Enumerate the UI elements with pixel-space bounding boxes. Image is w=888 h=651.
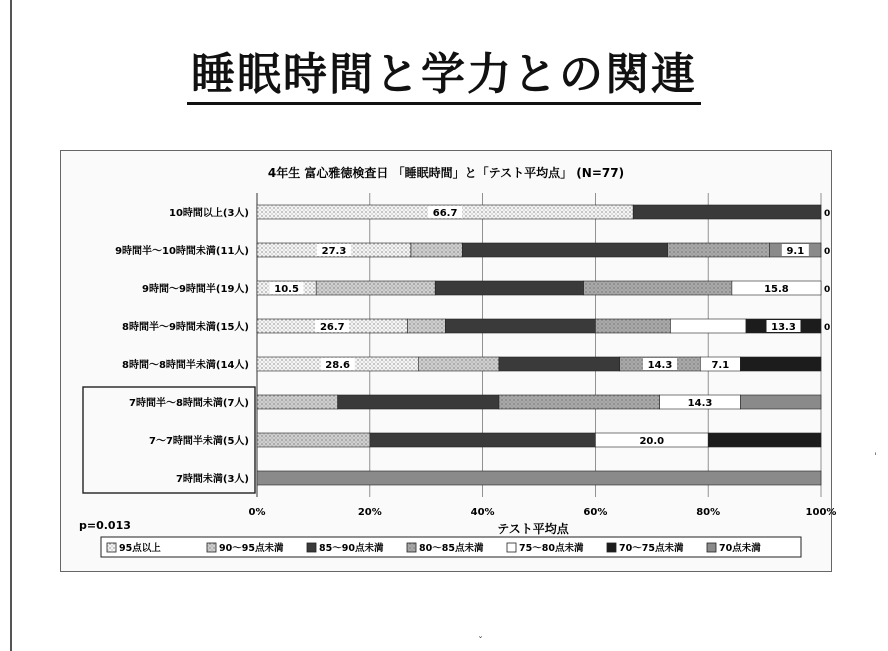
data-label: 15.8 [764,284,789,295]
data-label: 28.6 [325,360,350,371]
bar-segment [670,319,746,333]
legend-label: 75～80点未満 [519,543,584,554]
x-tick-label: 80% [696,507,721,518]
bar-segment [740,395,821,409]
x-tick-label: 100% [805,507,837,518]
x-tick-label: 20% [357,507,382,518]
data-label: 7.1 [711,360,730,371]
category-label: 10時間以上(3人) [168,208,249,219]
x-tick-label: 0% [248,507,266,518]
p-value-annotation: p=0.013 [79,519,131,532]
legend-swatch [607,543,616,552]
legend-swatch [707,543,716,552]
legend-swatch [307,543,316,552]
legend-label: 80～85点未満 [419,543,484,554]
chart-title: 4年生 富心雅徳検査日 「睡眠時間」と「テスト平均点」 (N=77) [267,166,625,180]
category-label: 7時間未満(3人) [175,474,249,485]
category-label: 8時間半～9時間未満(15人) [122,322,249,333]
data-label: 26.7 [319,322,345,333]
data-label: 13.3 [771,322,796,333]
category-label: 9時間半～10時間未満(11人) [115,246,249,257]
data-label: 14.3 [687,398,713,409]
bar-segment [408,319,446,333]
data-label: 27.3 [321,246,347,257]
bar-segment [499,395,660,409]
category-label: 7～7時間半未満(5人) [148,436,249,447]
bar-segment [708,433,821,447]
bar-segment [740,357,821,371]
bar-segment [257,395,338,409]
stray-mark: ˈ [874,452,877,463]
data-label: 10.5 [274,284,299,295]
slide-title [0,38,888,102]
stray-mark-bottom: ˇ [478,636,483,647]
bar-segment [370,433,596,447]
data-label: 9.1 [786,246,805,257]
bar-segment [462,243,667,257]
bar-segment [411,243,462,257]
legend-label: 70～75点未満 [619,543,684,554]
chart-legend [101,537,801,557]
legend-label: 95点以上 [119,543,161,554]
bar-segment [595,319,670,333]
legend-swatch [207,543,216,552]
bar-segment [435,281,583,295]
category-label: 8時間～8時間半未満(14人) [122,360,249,371]
x-axis-label: テスト平均点 [497,522,569,536]
legend-label: 90～95点未満 [219,543,284,554]
bar-end-zero-label: 0 [824,247,831,257]
bar-end-zero-label: 0 [824,285,831,295]
bar-segment [338,395,499,409]
legend-swatch [407,543,416,552]
bar-segment [668,243,770,257]
data-label: 14.3 [647,360,673,371]
category-label: 9時間～9時間半(19人) [142,284,249,295]
legend-swatch [107,543,116,552]
legend-label: 70点未満 [719,543,761,554]
bar-segment [316,281,435,295]
bar-segment [445,319,595,333]
slide-title-text: 睡眠時間と学力との関連 [187,49,701,105]
bar-segment [257,471,821,485]
x-tick-label: 40% [470,507,495,518]
bar-segment [257,433,370,447]
bar-segment [418,357,499,371]
category-label: 7時間半～8時間未満(7人) [128,398,249,409]
chart-frame [60,150,837,572]
bar-segment [499,357,620,371]
bar-end-zero-label: 0 [824,209,831,219]
bar-end-zero-label: 0 [824,323,831,333]
bar-segment [633,205,821,219]
stacked-bar-chart [61,151,837,571]
legend-label: 85～90点未満 [319,543,384,554]
legend-swatch [507,543,516,552]
bar-segment [584,281,732,295]
data-label: 20.0 [639,436,665,447]
x-tick-label: 60% [583,507,608,518]
data-label: 66.7 [432,208,458,219]
